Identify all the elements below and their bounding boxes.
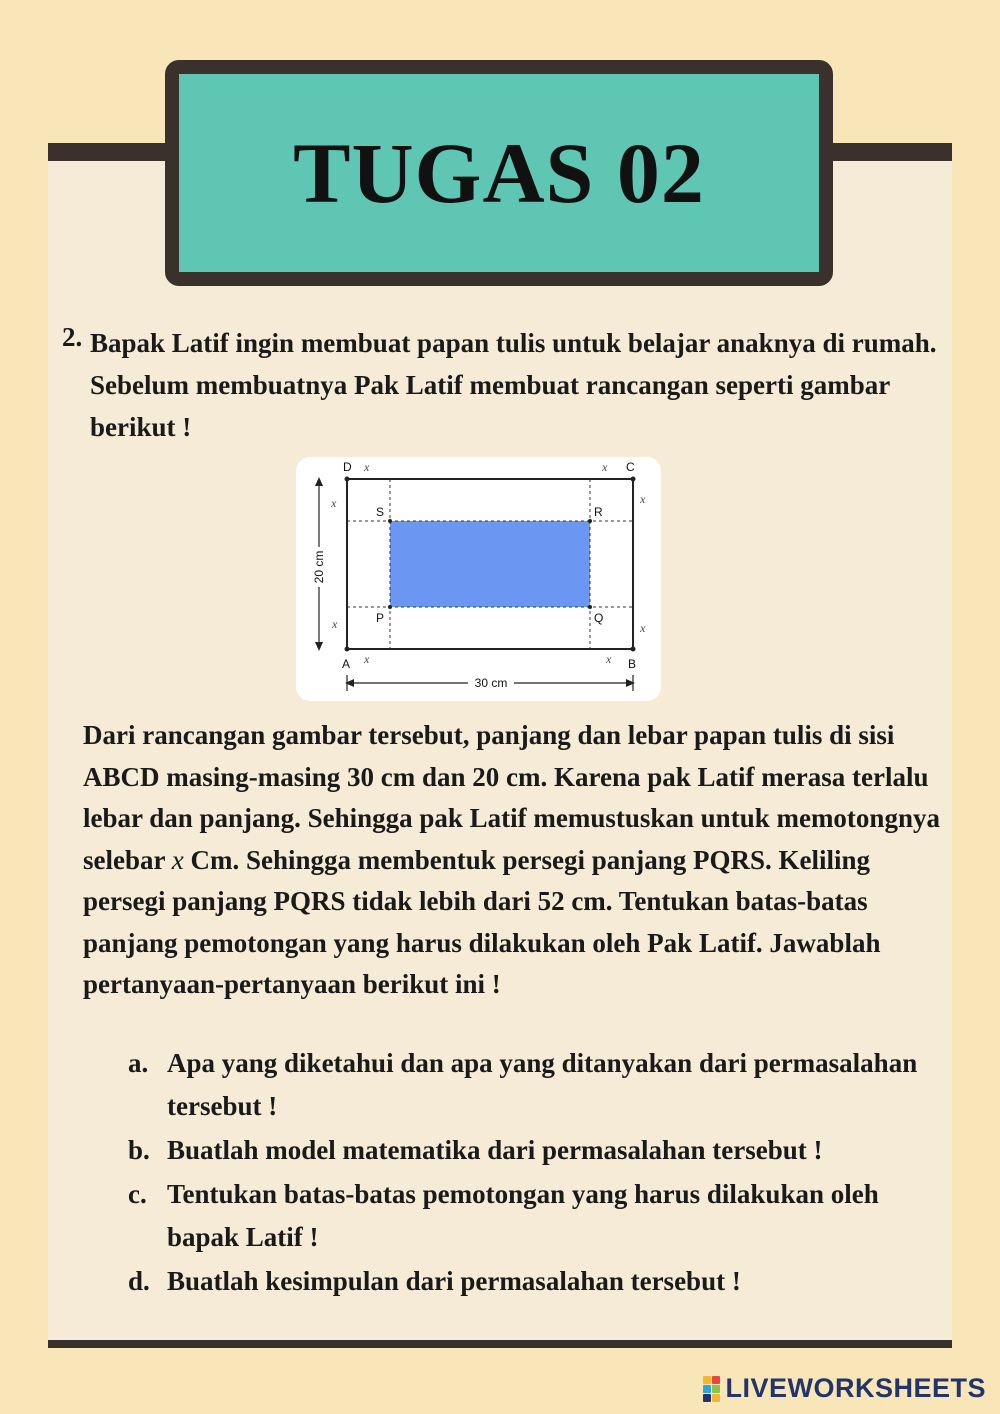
diagram-card — [296, 457, 661, 701]
label-d: D — [343, 460, 352, 474]
label-b: B — [628, 657, 637, 671]
cut-label-bottom-right: x — [606, 652, 612, 666]
label-p: P — [376, 611, 385, 625]
brand-name: LIVEWORKSHEETS — [725, 1373, 986, 1403]
problem-description — [83, 715, 953, 1006]
liveworksheets-logo-icon — [703, 1376, 720, 1402]
task-list — [128, 1042, 948, 1304]
label-q: Q — [594, 611, 604, 625]
task-text: Tentukan batas-batas pemotongan yang harus dilakukan oleh bapak Latif ! — [167, 1179, 879, 1252]
page-title: TUGAS 02 — [293, 125, 705, 221]
question-intro: Bapak Latif ingin membuat papan tulis untuk belajar anaknya di rumah. Sebelum membuatnya Pak Latif membuat rancangan seperti gambar berikut ! — [90, 328, 937, 442]
liveworksheets-brand[interactable] — [703, 1373, 986, 1404]
height-arrow-head-top — [315, 477, 323, 486]
label-a: A — [342, 657, 351, 671]
task-marker: a. — [128, 1048, 149, 1078]
cut-label-left-lower: x — [332, 617, 338, 631]
label-s: S — [376, 505, 385, 519]
question-number: 2. — [62, 322, 83, 352]
description-part-1: Dari rancangan gambar tersebut, panjang dan lebar papan tulis di sisi ABCD masing-masing 30 cm dan 20 cm. Karena pak Latif merasa terlalu lebar dan panjang. Sehingga pak Latif memustuskan untuk memotongnya selebar — [83, 720, 940, 875]
bottom-divider — [48, 1340, 952, 1348]
task-text: Buatlah kesimpulan dari permasalahan tersebut ! — [167, 1266, 741, 1296]
inner-rectangle-pqrs — [390, 521, 590, 607]
cut-label-left-upper: x — [331, 496, 337, 510]
width-label: 30 cm — [474, 676, 508, 690]
task-item — [128, 1042, 948, 1128]
cut-label-top-left: x — [364, 460, 370, 474]
height-arrow-head-bottom — [315, 642, 323, 651]
width-arrow-head-right — [626, 679, 635, 687]
point-r — [588, 519, 592, 523]
description-part-2: Cm. Sehingga membentuk persegi panjang PQRS. Keliling persegi panjang PQRS tidak lebih dari 52 cm. Tentukan batas-batas panjang pemotongan yang harus dilakukan oleh Pak Latif. Jawablah pertanyaan-pertanyaan berikut ini ! — [83, 844, 881, 999]
title-banner — [165, 60, 833, 286]
point-a — [345, 647, 350, 652]
height-label: 20 cm — [312, 550, 326, 584]
point-p — [388, 605, 392, 609]
task-marker: c. — [128, 1179, 147, 1209]
task-item — [128, 1260, 948, 1303]
cut-label-top-right: x — [602, 460, 608, 474]
label-c: C — [626, 460, 635, 474]
task-item — [128, 1173, 948, 1259]
task-marker: b. — [128, 1135, 150, 1165]
cut-label-right-lower: x — [640, 621, 646, 635]
point-d — [345, 477, 350, 482]
cut-label-bottom-left: x — [364, 652, 370, 666]
point-b — [631, 647, 636, 652]
task-marker: d. — [128, 1266, 150, 1296]
point-s — [388, 519, 392, 523]
point-q — [588, 605, 592, 609]
label-r: R — [594, 505, 603, 519]
task-text: Buatlah model matematika dari permasalahan tersebut ! — [167, 1135, 823, 1165]
task-text: Apa yang diketahui dan apa yang ditanyakan dari permasalahan tersebut ! — [167, 1048, 918, 1121]
width-arrow-head-left — [345, 679, 354, 687]
variable-x: x — [171, 844, 184, 875]
cut-label-right-upper: x — [640, 492, 646, 506]
task-item — [128, 1129, 948, 1172]
whiteboard-diagram — [296, 457, 661, 701]
point-c — [631, 477, 636, 482]
